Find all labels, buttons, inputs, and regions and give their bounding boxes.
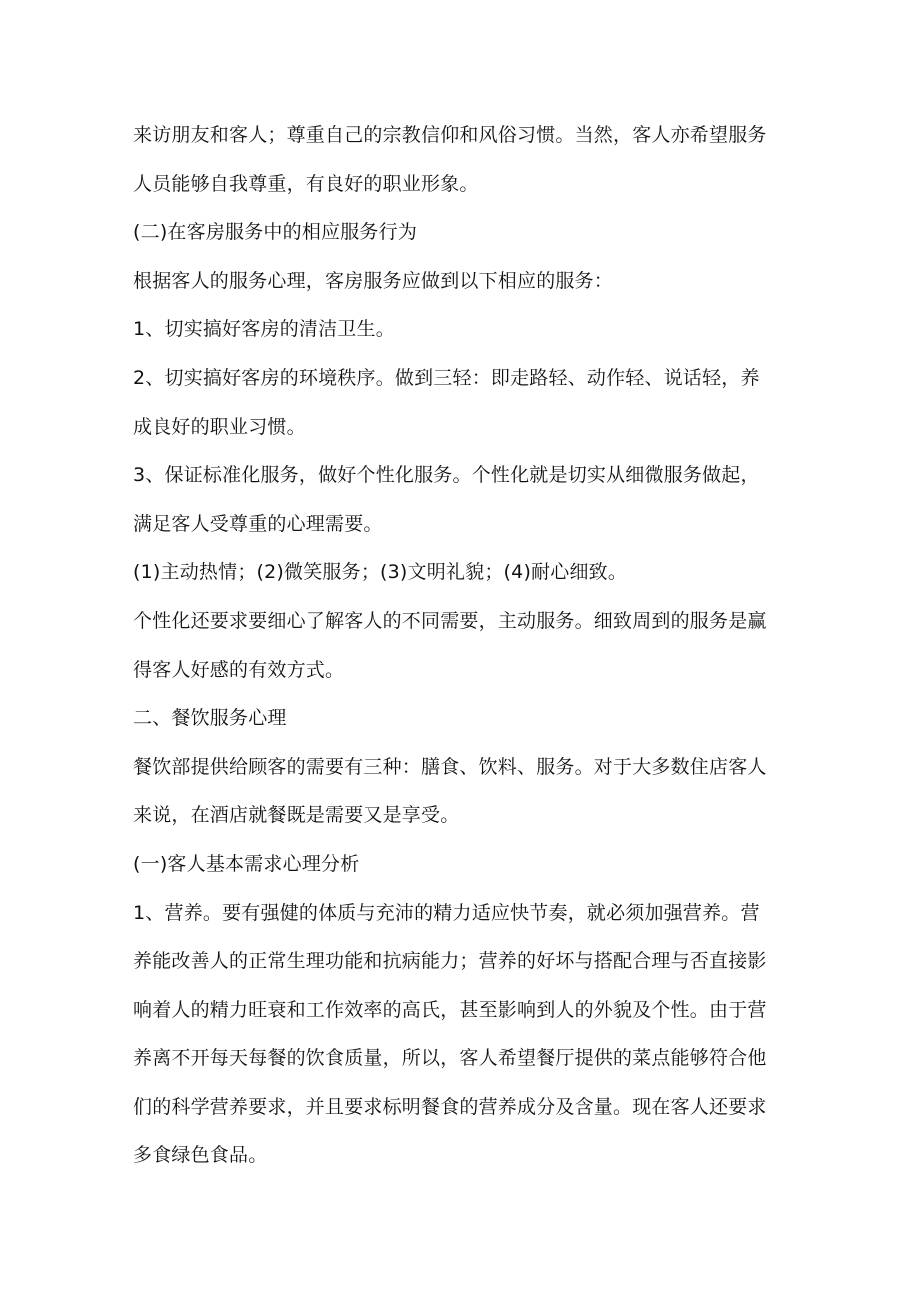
text-line: 来说，在酒店就餐既是需要又是享受。 (133, 804, 460, 827)
section-heading: (一)客人基本需求心理分析 (133, 852, 360, 875)
list-item: 1、切实搞好客房的清洁卫生。 (133, 318, 395, 341)
list-item: 2、切实搞好客房的环境秩序。做到三轻：即走路轻、动作轻、说话轻，养 (133, 366, 760, 389)
text-line: 根据客人的服务心理，客房服务应做到以下相应的服务： (133, 269, 614, 292)
text-line: 人员能够自我尊重，有良好的职业形象。 (133, 172, 479, 195)
text-line: (1)主动热情；(2)微笑服务；(3)文明礼貌；(4)耐心细致。 (133, 561, 628, 584)
list-item: 1、营养。要有强健的体质与充沛的精力适应快节奏，就必须加强营养。营 (133, 901, 760, 924)
text-line: 个性化还要求要细心了解客人的不同需要，主动服务。细致周到的服务是赢 (133, 609, 767, 632)
section-heading: (二)在客房服务中的相应服务行为 (133, 221, 418, 244)
text-line: 餐饮部提供给顾客的需要有三种：膳食、饮料、服务。对于大多数住店客人 (133, 755, 767, 778)
text-line: 们的科学营养要求，并且要求标明餐食的营养成分及含量。现在客人还要求 (133, 1095, 767, 1118)
text-line: 多食绿色食品。 (133, 1144, 268, 1167)
text-line: 成良好的职业习惯。 (133, 415, 306, 438)
list-item: 3、保证标准化服务，做好个性化服务。个性化就是切实从细微服务做起， (133, 464, 760, 487)
text-line: 得客人好感的有效方式。 (133, 658, 345, 681)
text-line: 养能改善人的正常生理功能和抗病能力；营养的好坏与搭配合理与否直接影 (133, 950, 767, 973)
text-line: 响着人的精力旺衰和工作效率的高氏，甚至影响到人的外貌及个性。由于营 (133, 998, 767, 1021)
text-line: 满足客人受尊重的心理需要。 (133, 512, 383, 535)
section-heading: 二、餐饮服务心理 (133, 707, 287, 730)
text-line: 来访朋友和客人；尊重自己的宗教信仰和风俗习惯。当然，客人亦希望服务 (133, 124, 767, 146)
document-body (133, 111, 793, 1180)
text-line: 养离不开每天每餐的饮食质量，所以，客人希望餐厅提供的菜点能够符合他 (133, 1047, 767, 1070)
